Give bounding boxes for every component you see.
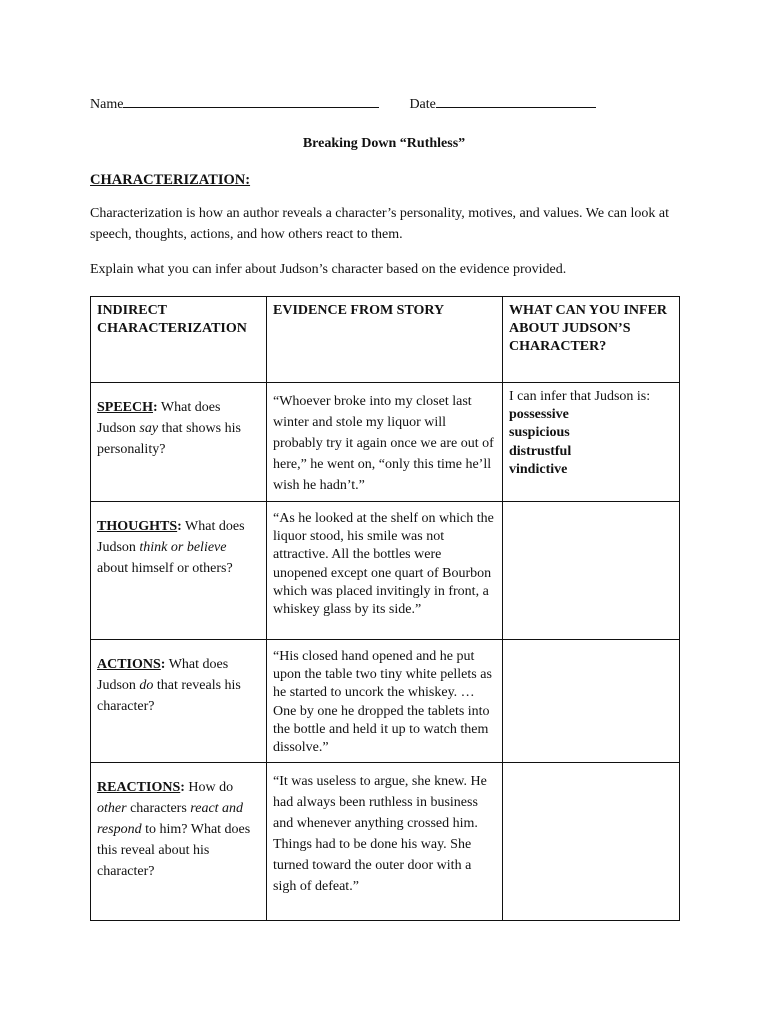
trait-item: possessive	[509, 407, 569, 423]
header-evidence: EVIDENCE FROM STORY	[267, 297, 503, 383]
prompt-cell-thoughts: THOUGHTS: What does Judson think or believe about himself or others?	[91, 502, 267, 640]
row-label: SPEECH	[97, 400, 154, 415]
table-row-reactions	[91, 763, 680, 921]
prompt-cell-reactions: REACTIONS: How do other characters react and respond to him? What does this reveal about his character?	[91, 763, 267, 921]
name-label: Name	[90, 97, 124, 112]
table-row-thoughts	[91, 502, 680, 640]
header-indirect-characterization: INDIRECT CHARACTERIZATION	[91, 297, 267, 383]
characterization-table	[90, 296, 680, 921]
answer-cell-actions[interactable]	[503, 640, 680, 763]
evidence-cell-actions: “His closed hand opened and he put upon the table two tiny white pellets as he started to uncork the whiskey. … One by one he dropped the tablets into the bottle and held it up to watch them dissolve.”	[267, 640, 503, 763]
date-label: Date	[409, 97, 436, 112]
prompt-cell-actions: ACTIONS: What does Judson do that reveals his character?	[91, 640, 267, 763]
prompt-cell-speech: SPEECH: What does Judson say that shows his personality?	[91, 383, 267, 502]
instruction-text: Explain what you can infer about Judson’s character based on the evidence provided.	[90, 262, 567, 277]
answer-intro: I can infer that Judson is:	[509, 389, 651, 404]
answer-cell-reactions[interactable]	[503, 763, 680, 921]
table-header-row	[91, 297, 680, 383]
row-label: REACTIONS	[97, 780, 181, 796]
table-row-actions	[91, 640, 680, 763]
trait-item: vindictive	[509, 461, 568, 477]
answer-traits	[509, 406, 673, 479]
evidence-cell-reactions: “It was useless to argue, she knew. He had always been ruthless in business and whenever anything crossed him. Things had to be done his way. She turned toward the outer door with a sigh of defeat.”	[267, 763, 503, 921]
header-inference: WHAT CAN YOU INFER ABOUT JUDSON’S CHARACTER?	[503, 297, 680, 383]
date-blank[interactable]	[436, 93, 596, 108]
row-label: ACTIONS	[97, 657, 161, 672]
answer-cell-thoughts[interactable]	[503, 502, 680, 640]
intro-paragraph: Characterization is how an author reveals a character’s personality, motives, and values. We can look at speech, thoughts, actions, and how others react to them.	[90, 206, 670, 242]
row-label: THOUGHTS	[97, 519, 178, 534]
name-blank[interactable]	[123, 93, 379, 108]
name-date-row	[90, 93, 596, 115]
trait-item: suspicious	[509, 425, 570, 441]
section-heading: CHARACTERIZATION:	[90, 172, 251, 188]
answer-cell-speech[interactable]	[503, 383, 680, 502]
worksheet-title: Breaking Down “Ruthless”	[302, 136, 466, 151]
evidence-cell-speech: “Whoever broke into my closet last winter and stole my liquor will probably try it again once we are out of here,” he went on, “only this time he’ll wish he hadn’t.”	[267, 383, 503, 502]
evidence-cell-thoughts: “As he looked at the shelf on which the liquor stood, his smile was not attractive. All the bottles were unopened except one quart of Bourbon which was placed invitingly in front, a whiskey glass by its side.”	[267, 502, 503, 640]
table-row-speech	[91, 383, 680, 502]
trait-item: distrustful	[509, 443, 572, 459]
